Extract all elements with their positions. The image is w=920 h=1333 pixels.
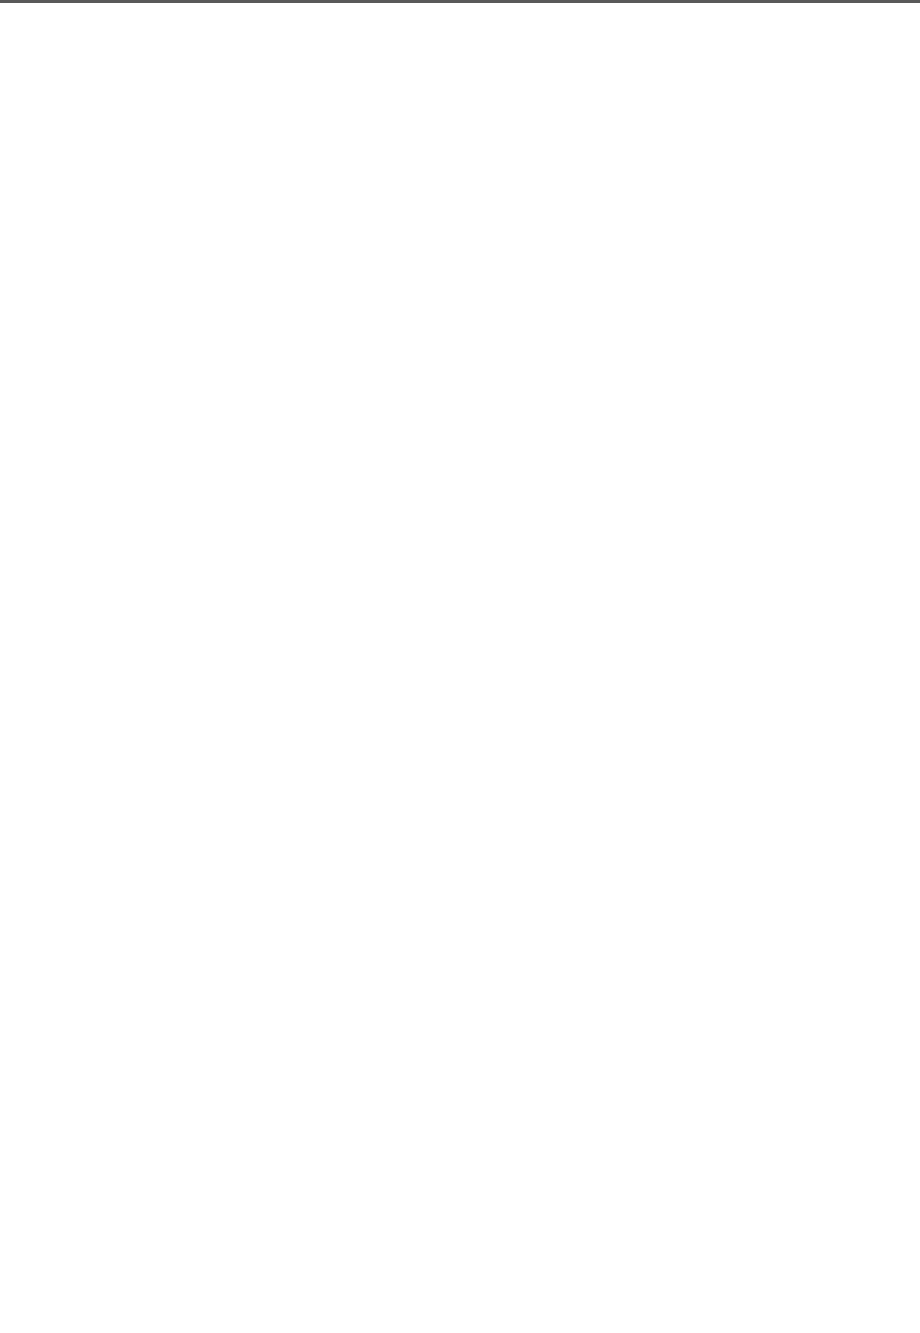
exchange-table <box>0 0 920 3</box>
